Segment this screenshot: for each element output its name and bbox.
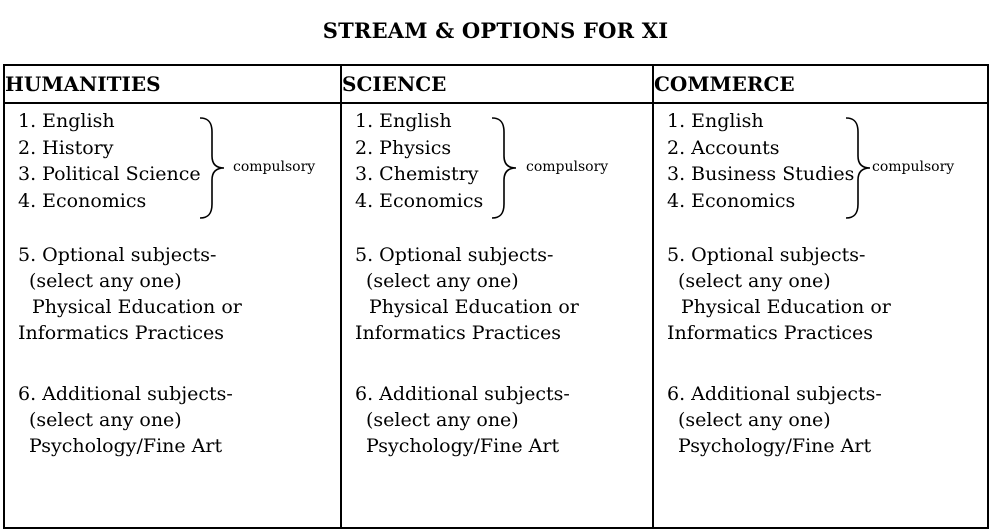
optional-subject: Physical Education or (369, 296, 579, 318)
compulsory-label: compulsory (872, 159, 955, 175)
subject-item: 1. English (667, 110, 764, 132)
compulsory-label: compulsory (526, 159, 609, 175)
subject-item: 2. Accounts (667, 137, 780, 159)
header-row (4, 65, 988, 103)
curly-brace-icon (198, 116, 228, 220)
streams-table (3, 64, 989, 529)
additional-subject: Psychology/Fine Art (678, 435, 872, 457)
optional-subject: Informatics Practices (667, 322, 873, 344)
subject-item: 2. History (18, 137, 114, 159)
optional-note: (select any one) (366, 270, 519, 292)
subject-item: 1. English (355, 110, 452, 132)
optional-subject: Informatics Practices (18, 322, 224, 344)
curly-brace-icon (490, 116, 520, 220)
compulsory-label: compulsory (233, 159, 316, 175)
additional-heading: 6. Additional subjects- (355, 383, 570, 405)
subject-item: 3. Chemistry (355, 163, 479, 185)
additional-note: (select any one) (678, 409, 831, 431)
additional-subject: Psychology/Fine Art (29, 435, 223, 457)
optional-heading: 5. Optional subjects- (355, 244, 554, 266)
subject-item: 3. Business Studies (667, 163, 855, 185)
curly-brace-icon (844, 116, 874, 220)
additional-heading: 6. Additional subjects- (667, 383, 882, 405)
humanities-header: HUMANITIES (4, 65, 341, 103)
additional-heading: 6. Additional subjects- (18, 383, 233, 405)
additional-note: (select any one) (366, 409, 519, 431)
commerce-column (653, 103, 988, 528)
optional-heading: 5. Optional subjects- (667, 244, 866, 266)
optional-note: (select any one) (678, 270, 831, 292)
subjects-row (4, 103, 988, 528)
optional-subject: Physical Education or (32, 296, 242, 318)
subject-item: 3. Political Science (18, 163, 201, 185)
subject-item: 4. Economics (355, 190, 484, 212)
science-column (341, 103, 653, 528)
subject-item: 1. English (18, 110, 115, 132)
optional-note: (select any one) (29, 270, 182, 292)
page-title: STREAM & OPTIONS FOR XI (322, 18, 669, 43)
subject-item: 2. Physics (355, 137, 452, 159)
science-header: SCIENCE (341, 65, 653, 103)
optional-subject: Informatics Practices (355, 322, 561, 344)
additional-note: (select any one) (29, 409, 182, 431)
subject-item: 4. Economics (667, 190, 796, 212)
humanities-column (4, 103, 341, 528)
additional-subject: Psychology/Fine Art (366, 435, 560, 457)
subject-item: 4. Economics (18, 190, 147, 212)
optional-heading: 5. Optional subjects- (18, 244, 217, 266)
optional-subject: Physical Education or (681, 296, 891, 318)
commerce-header: COMMERCE (653, 65, 988, 103)
